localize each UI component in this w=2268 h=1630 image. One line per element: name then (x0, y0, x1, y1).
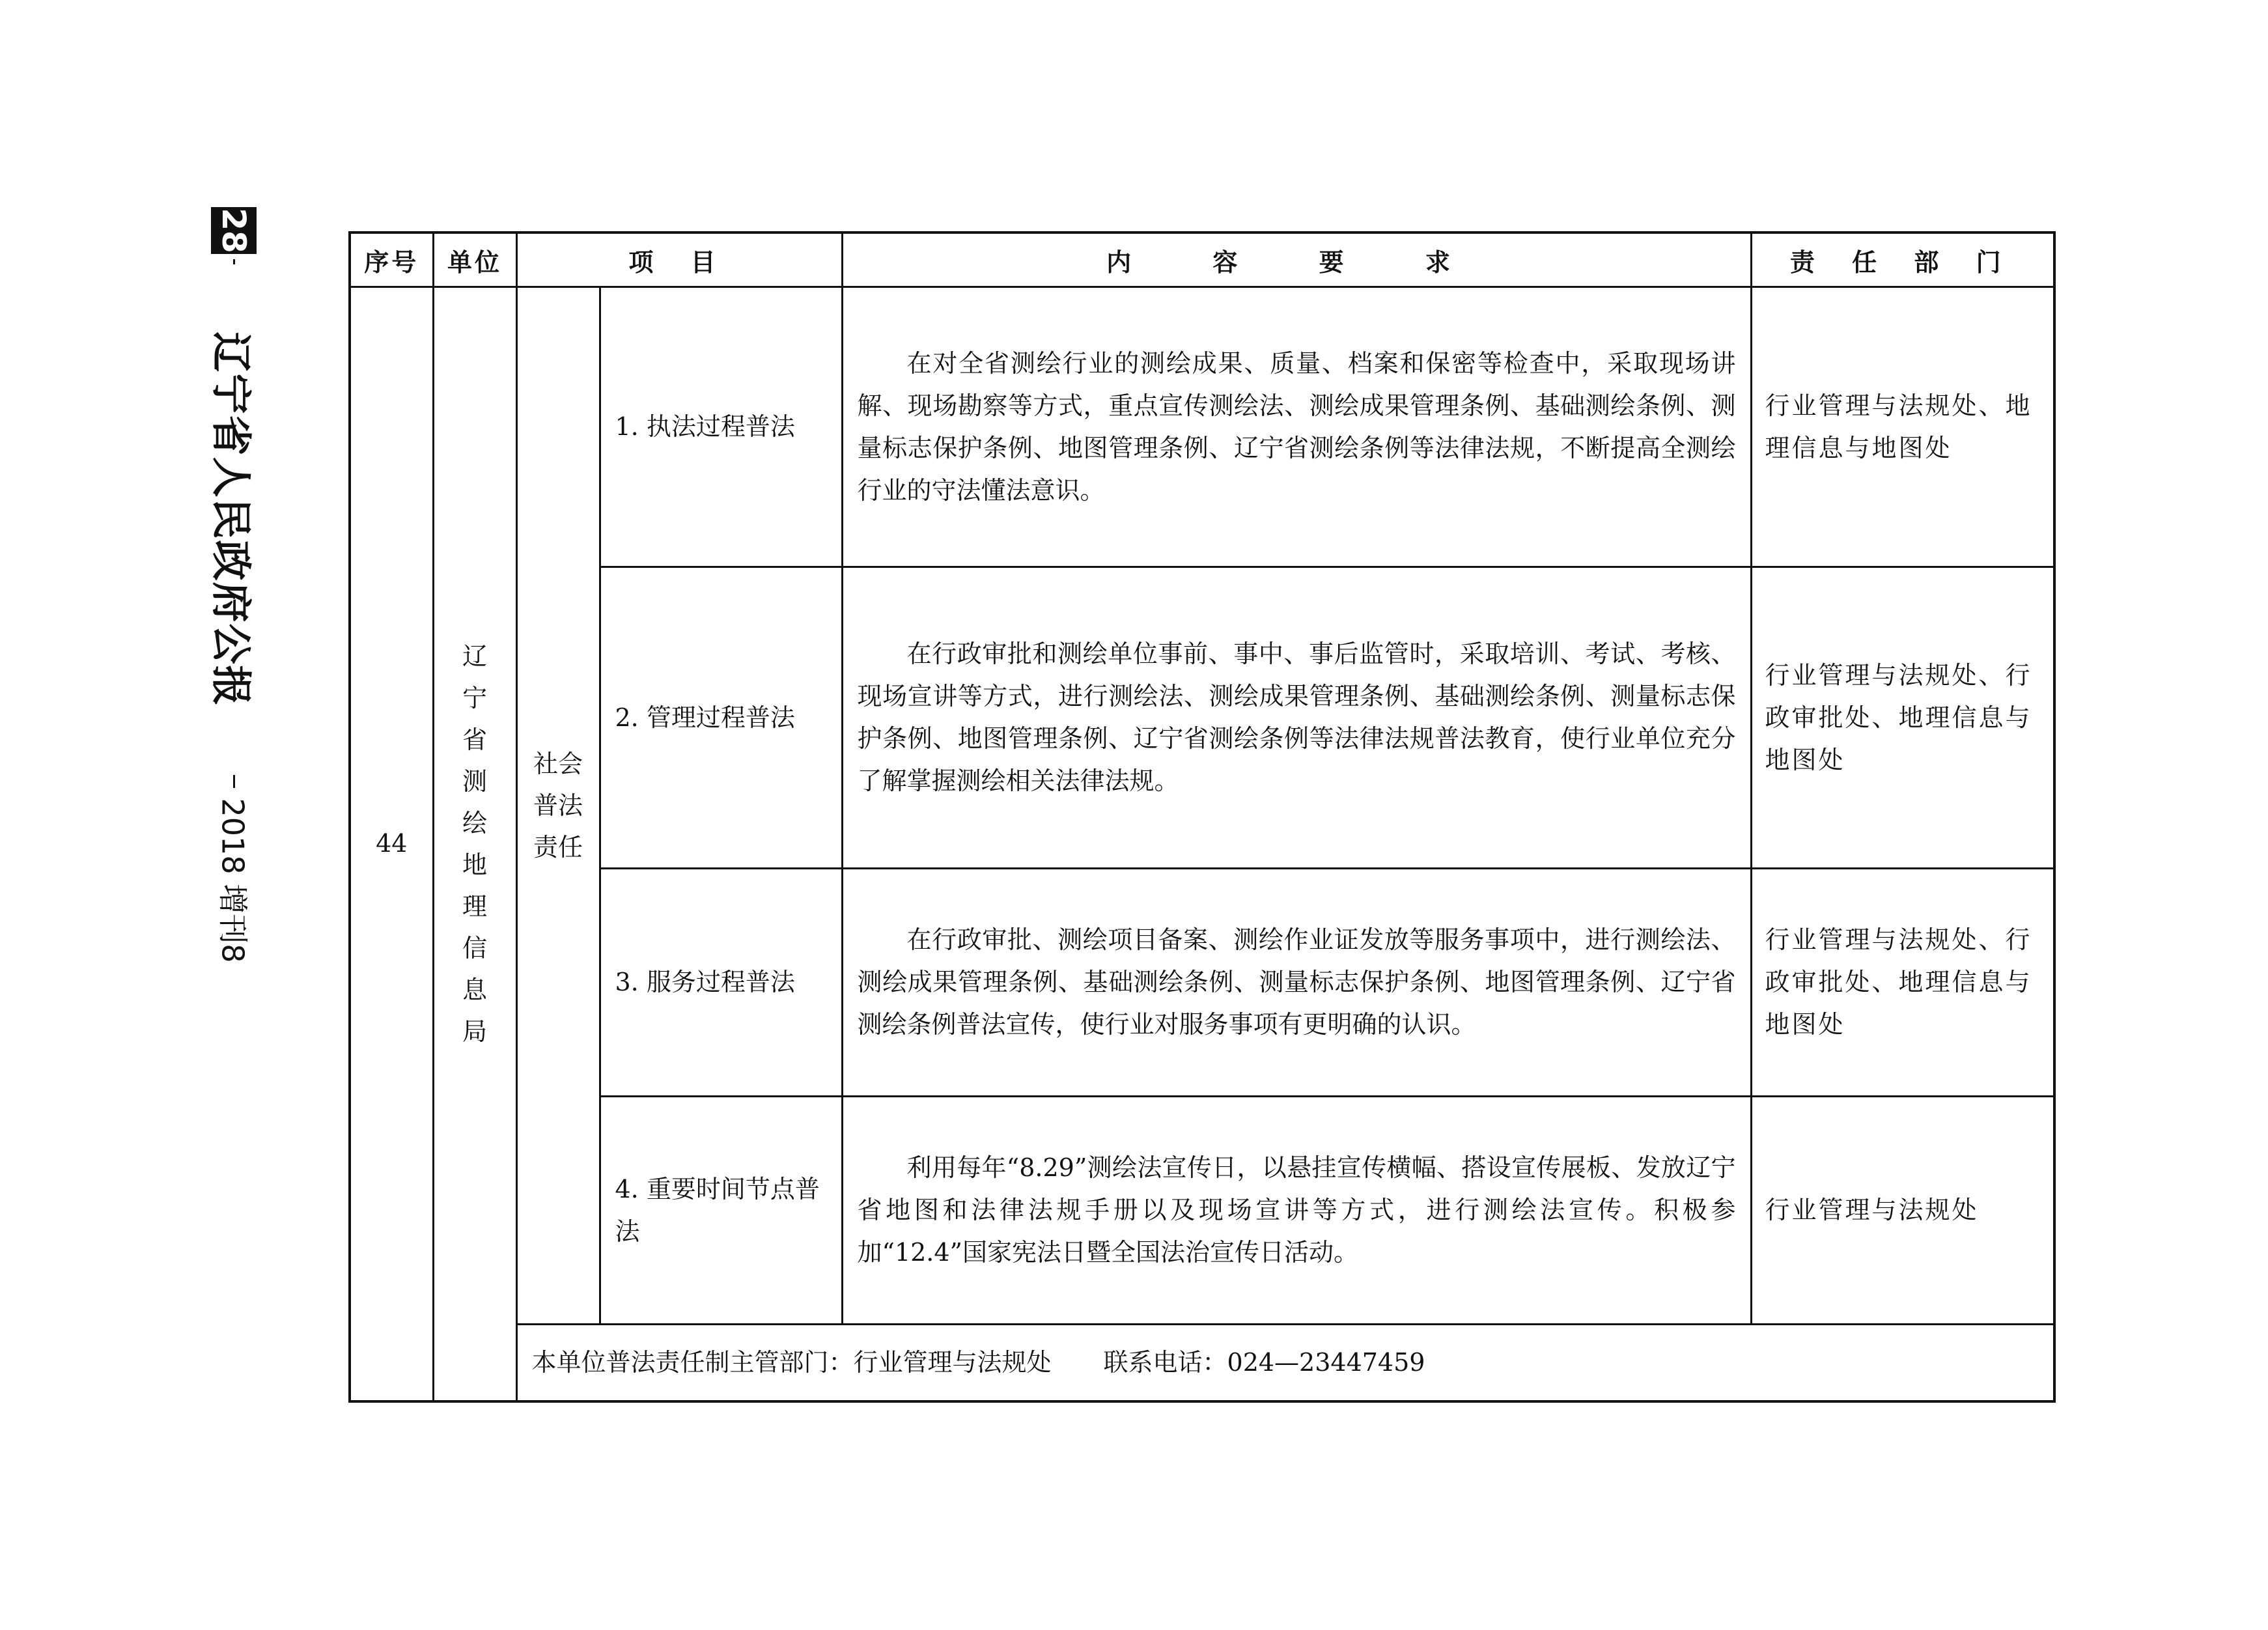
item-cell: 2. 管理过程普法 (600, 567, 842, 869)
header-seq: 序号 (350, 232, 433, 287)
table-row (350, 567, 2054, 869)
table-footer-row (350, 1325, 2054, 1401)
dept-cell: 行业管理与法规处、行政审批处、地理信息与地图处 (1751, 869, 2054, 1097)
dept-cell: 行业管理与法规处 (1751, 1097, 2054, 1325)
dept-cell: 行业管理与法规处、地理信息与地图处 (1751, 287, 2054, 567)
item-cell: 4. 重要时间节点普法 (600, 1097, 842, 1325)
category-cell: 社会 普法 责任 (516, 287, 600, 1325)
table-header-row (350, 232, 2054, 287)
item-cell: 3. 服务过程普法 (600, 869, 842, 1097)
footer-cell (516, 1325, 2054, 1401)
content-cell: 利用每年“8.29”测绘法宣传日，以悬挂宣传横幅、搭设宣传展板、发放辽宁省地图和法律法规手册以及现场宣讲等方式，进行测绘法宣传。积极参加“12.4”国家宪法日暨全国法治宣传日活动。 (842, 1097, 1751, 1325)
dept-cell: 行业管理与法规处、行政审批处、地理信息与地图处 (1751, 567, 2054, 869)
responsible-dept: 本单位普法责任制主管部门：行业管理与法规处 (531, 1347, 1052, 1377)
journal-title: 辽宁省人民政府公报 (207, 331, 255, 707)
content-cell: 在行政审批和测绘单位事前、事中、事后监管时，采取培训、考试、考核、现场宣讲等方式，进行测绘法、测绘成果管理条例、基础测绘条例、测量标志保护条例、地图管理条例、辽宁省测绘条例等法律法规普法教育，使行业单位充分了解掌握测绘相关法律法规。 (842, 567, 1751, 869)
header-item: 项 目 (516, 232, 842, 287)
header-content: 内 容 要 求 (842, 232, 1751, 287)
header-dept: 责 任 部 门 (1751, 232, 2054, 287)
responsibility-table (348, 231, 2056, 1403)
issue-label: 2018 增刊8 (215, 798, 250, 963)
table-row (350, 1097, 2054, 1325)
header-unit: 单位 (433, 232, 516, 287)
running-header (207, 203, 262, 963)
item-cell: 1. 执法过程普法 (600, 287, 842, 567)
unit-cell: 辽 宁 省 测 绘 地 理 信 息 局 (433, 287, 516, 1401)
content-cell: 在行政审批、测绘项目备案、测绘作业证发放等服务事项中，进行测绘法、测绘成果管理条例、基础测绘条例、测量标志保护条例、地图管理条例、辽宁省测绘条例普法宣传，使行业对服务事项有更明确的认识。 (842, 869, 1751, 1097)
table-row (350, 869, 2054, 1097)
table-row (350, 287, 2054, 567)
seq-cell: 44 (350, 287, 433, 1401)
page-number: 28 (211, 207, 257, 254)
contact-phone: 联系电话：024—23447459 (1103, 1347, 1425, 1377)
content-cell: 在对全省测绘行业的测绘成果、质量、档案和保密等检查中，采取现场讲解、现场勘察等方式，重点宣传测绘法、测绘成果管理条例、基础测绘条例、测量标志保护条例、地图管理条例、辽宁省测绘条例等法律法规，不断提高全测绘行业的守法懂法意识。 (842, 287, 1751, 567)
